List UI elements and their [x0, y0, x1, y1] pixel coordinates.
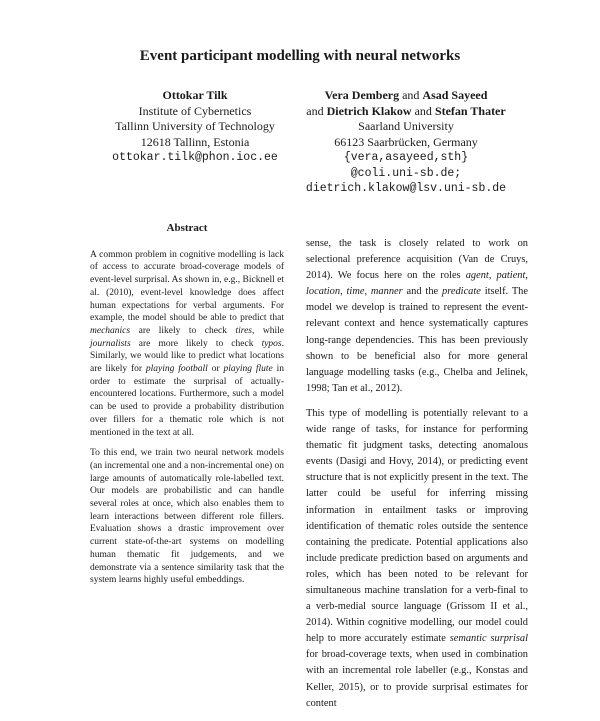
text-run: and the	[402, 286, 443, 298]
abstract-column	[90, 222, 284, 595]
emphasis: time	[346, 286, 365, 298]
author-block-saarland	[290, 88, 522, 197]
emphasis: tires	[235, 325, 252, 336]
text-run: ,	[525, 270, 528, 282]
text-run: are more likely to check	[130, 338, 262, 349]
author-names-line-1	[290, 88, 522, 104]
affiliation-line: 66123 Saarbrücken, Germany	[334, 134, 478, 149]
emphasis: predicate	[442, 286, 481, 298]
affiliation-line: 12618 Tallinn, Estonia	[140, 134, 250, 149]
author-name: Vera Demberg	[324, 88, 400, 102]
abstract-paragraph	[90, 249, 284, 440]
text-run: in order to estimate the surprisal of actually-encountered locations. Furthermore, such a model can be used to provide a probability distribution over fillers for a thematic role which is not mentioned in the text at all.	[90, 364, 284, 438]
emphasis: typos	[261, 338, 282, 349]
text-run: or	[207, 364, 224, 375]
text-run: are likely to check	[130, 325, 236, 336]
body-column-right	[306, 236, 528, 721]
body-paragraph	[306, 406, 528, 712]
text-run: for broad-coverage texts, when used in combination with an incremental role labeller (e.g., Konstas and Keller, 2015), or to provide surprisal estimates for content	[306, 649, 528, 709]
author-separator: and	[414, 103, 432, 118]
abstract-heading: Abstract	[166, 222, 208, 234]
emphasis: playing flute	[223, 364, 273, 375]
author-name: Asad Sayeed	[422, 88, 488, 102]
author-name: Dietrich Klakow	[326, 103, 412, 118]
abstract-paragraph: To this end, we train two neural network models (an incremental one and a non-incremental one) on large amounts of automatically role-labelled text. Our models are probabilistic and can handle several roles at once, which also enables them to learn interactions between different role fillers. Evaluation shows a drastic improvement over current state-of-the-art systems on modelling human thematic fit judgements, and we demonstrate via a sentence similarity task that the system learns highly useful embeddings.	[90, 448, 284, 586]
text-run: ,	[340, 286, 347, 298]
text-run: A common problem in cognitive modelling is lack of access to accurate broad-coverage models of event-level surprisal. As shown in, e.g., Bicknell et al. (2010), event-level knowledge does affect human expectations for verbal arguments. For example, the model should be able to predict that	[90, 249, 284, 324]
text-run: This type of modelling is potentially relevant to a wide range of tasks, for instance for performing thematic fit judgment tasks, detecting anomalous events (Dasigi and Hovy, 2014), or predicting event structure that is not explicitly present in the text. The latter could be useful for inferring missing information in entailment tasks or improving identification of thematic roles outside the sentence containing the predicate. Potential applications also include predicate prediction based on arguments and roles, which has been noted to be relevant for simultaneous machine translation for a verb-final to a verb-medial source language (Grissom II et al., 2014). Within cognitive modelling, our model could help to more accurately estimate	[306, 407, 528, 645]
body-paragraph	[306, 236, 528, 397]
author-separator: and	[402, 88, 420, 102]
text-run: . Similarly, we would like to predict what locations are likely for	[90, 338, 284, 375]
affiliation-line: Tallinn University of Technology	[115, 119, 275, 133]
text-run: itself. The model we develop is trained to represent the event-relevant context and hence systematically captures long-range dependencies. This has been previously shown to be beneficial also for more general language modelling tasks (e.g., Chelba and Jelinek, 1998; Tan et al., 2012).	[306, 286, 528, 394]
affiliation-line: Saarland University	[358, 119, 454, 133]
emphasis: playing football	[145, 364, 208, 375]
author-email: @coli.uni-sb.de;	[350, 166, 462, 180]
emphasis: agent	[465, 270, 489, 282]
text-run: , while	[252, 325, 284, 336]
author-names-line-2	[290, 104, 522, 120]
paper-title: Event participant modelling with neural networks	[139, 48, 461, 64]
author-separator: and	[306, 103, 324, 118]
affiliation-line: Institute of Cybernetics	[138, 103, 252, 118]
author-email: {vera,asayeed,sth}	[343, 151, 469, 164]
author-name: Stefan Thater	[434, 103, 506, 118]
emphasis: mechanics	[90, 325, 131, 336]
author-block-tilk	[85, 88, 305, 166]
emphasis: patient	[496, 270, 526, 282]
author-name: Ottokar Tilk	[162, 88, 228, 102]
emphasis: location	[306, 286, 341, 298]
emphasis: manner	[370, 286, 403, 298]
author-email: ottokar.tilk@phon.ioc.ee	[112, 151, 278, 164]
author-email: dietrich.klakow@lsv.uni-sb.de	[305, 182, 507, 195]
emphasis: journalists	[90, 338, 131, 349]
text-run: ,	[364, 286, 371, 298]
text-run: ,	[488, 270, 497, 282]
text-run: sense, the task is closely related to work on selectional preference acquisition (Van de Cruys, 2014). We focus here on the roles	[306, 238, 528, 282]
emphasis: semantic surprisal	[449, 633, 528, 645]
